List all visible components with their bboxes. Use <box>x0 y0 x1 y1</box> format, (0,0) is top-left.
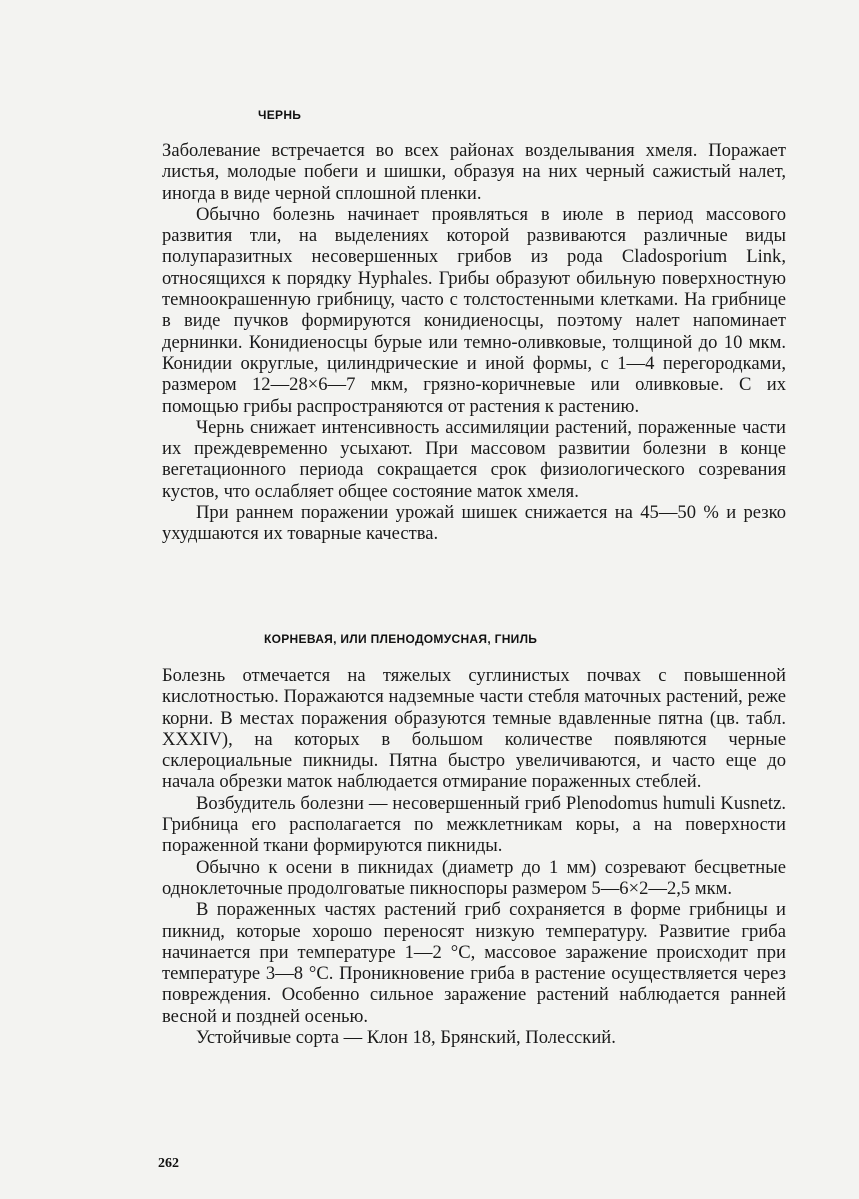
paragraph: Возбудитель болезни — несовершенный гриб Plenodomus humuli Kusnetz. Грибница его располагается по межклетникам коры, а на поверхности пораженной ткани формируются пикниды. <box>162 792 786 857</box>
paragraph: В пораженных частях растений гриб сохраняется в форме грибницы и пикнид, которые хорошо переносят низкую температуру. Развитие гриба начинается при температуре 1—2 °С, массовое заражение происходит при температуре 3—8 °С. Проникновение гриба в растение осуществляется через повреждения. Особенно сильное заражение растений наблюдается ранней весной и поздней осенью. <box>162 899 786 1027</box>
paragraph: Обычно к осени в пикнидах (диаметр до 1 мм) созревают бесцветные одноклеточные продолговатые пикноспоры размером 5—6×2—2,5 мкм. <box>162 856 786 899</box>
section-heading-chern: ЧЕРНЬ <box>258 108 302 122</box>
paragraph: Заболевание встречается во всех районах возделывания хмеля. Поражает листья, молодые побеги и шишки, образуя на них черный сажистый налет, иногда в виде черной сплошной пленки. <box>162 140 786 204</box>
section-heading-root-rot: КОРНЕВАЯ, ИЛИ ПЛЕНОДОМУСНАЯ, ГНИЛЬ <box>264 632 538 646</box>
section-body-root-rot <box>162 665 786 1048</box>
paragraph: Обычно болезнь начинает проявляться в июле в период массового развития тли, на выделениях которой развиваются различные виды полупаразитных несовершенных грибов из рода Cladosporium Link, относящихся к порядку Hyphales. Грибы образуют обильную поверхностную темноокрашенную грибницу, часто с толстостенными клетками. На грибнице в виде пучков формируются конидиеносцы, поэтому налет напоминает дернинки. Конидиеносцы бурые или темно-оливковые, толщиной до 10 мкм. Конидии округлые, цилиндрические и иной формы, с 1—4 перегородками, размером 12—28×6—7 мкм, грязно-коричневые или оливковые. С их помощью грибы распространяются от растения к растению. <box>162 203 786 417</box>
page-number: 262 <box>158 1156 179 1171</box>
paragraph: Болезнь отмечается на тяжелых суглинистых почвах с повышенной кислотностью. Поражаются надземные части стебля маточных растений, реже корни. В местах поражения образуются темные вдавленные пятна (цв. табл. XXXIV), на которых в большом количестве появляются черные склероциальные пикниды. Пятна быстро увеличиваются, и часто еще до начала обрезки маток наблюдается отмирание пораженных стеблей. <box>162 665 786 793</box>
paragraph: Чернь снижает интенсивность ассимиляции растений, пораженные части их преждевременно усыхают. При массовом развитии болезни в конце вегетационного периода сокращается срок физиологического созревания кустов, что ослабляет общее состояние маток хмеля. <box>162 416 786 502</box>
paragraph: Устойчивые сорта — Клон 18, Брянский, Полесский. <box>196 1027 616 1049</box>
section-body-chern <box>162 140 786 545</box>
paragraph: При раннем поражении урожай шишек снижается на 45—50 % и резко ухудшаются их товарные качества. <box>162 502 786 545</box>
